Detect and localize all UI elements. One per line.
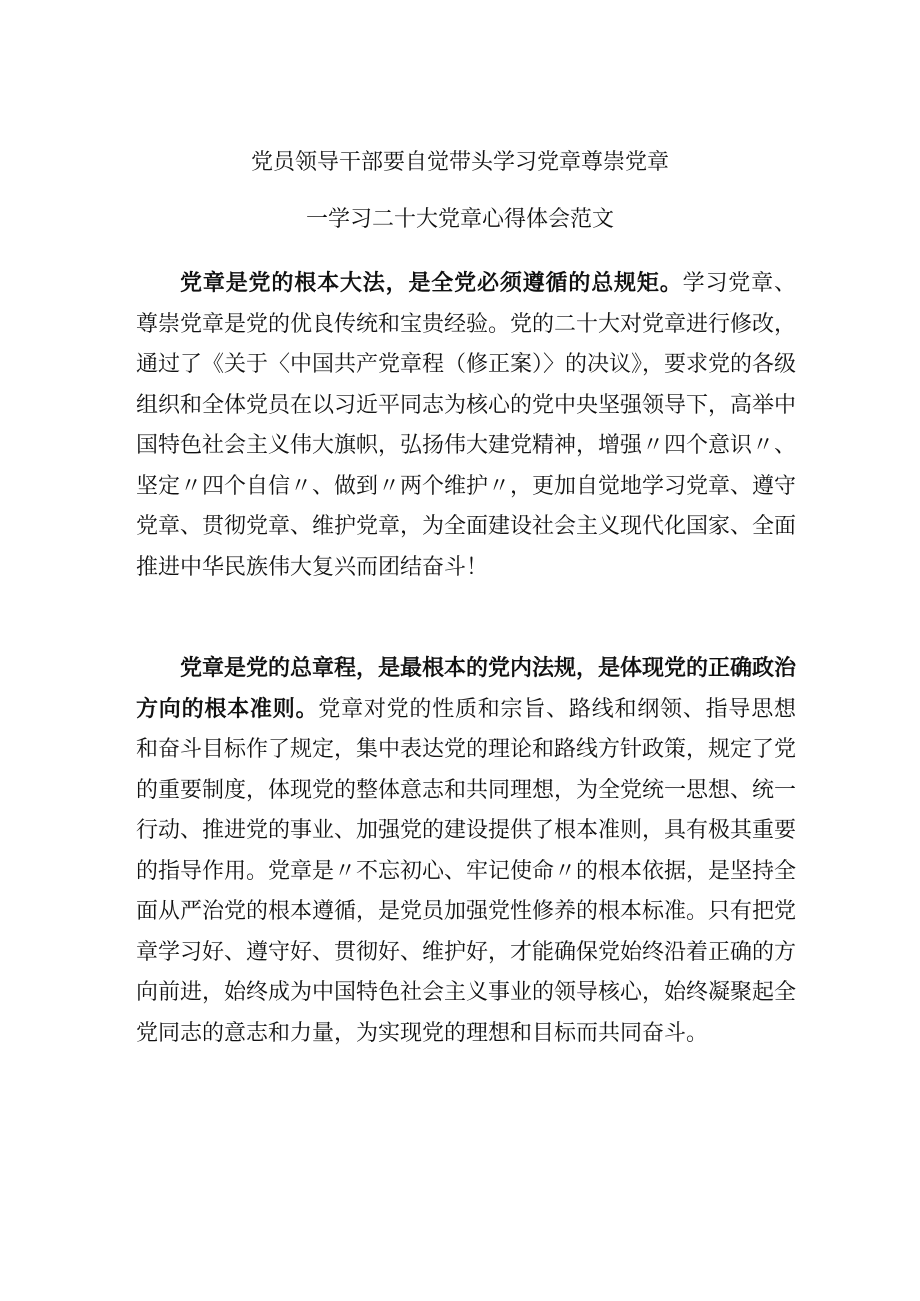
paragraph-1-lead: 党章是党的根本大法，是全党必须遵循的总规矩。 <box>180 271 683 296</box>
document-title-line-1: 党员领导干部要自觉带头学习党章尊崇党章 <box>250 150 669 175</box>
paragraph-2-text: 党章对党的性质和宗旨、路线和纲领、指导思想和奋斗目标作了规定，集中表达党的理论和路线方针政策，规定了党的重要制度，体现党的整体意志和共同理想，为全党统一思想、统一行动、推进党的事业、加强党的建设提供了根本准则，具有极其重要的指导作用。党章是〃不忘初心、牢记使命〃的根本依据，是坚持全面从严治党的根本遵循，是党员加强党性修养的根本标准。只有把党章学习好、遵守好、贯彻好、维护好，才能确保党始终沿着正确的方向前进，始终成为中国特色社会主义事业的领导核心，始终凝聚起全党同志的意志和力量，为实现党的理想和目标而共同奋斗。 <box>136 696 797 1046</box>
paragraph-1 <box>136 264 796 588</box>
document-title-line-2: 一学习二十大党章心得体会范文 <box>305 207 614 232</box>
paragraph-1-text: 学习党章、尊崇党章是党的优良传统和宝贵经验。党的二十大对党章进行修改，通过了《关于〈中国共产党章程（修正案）〉的决议》，要求党的各级组织和全体党员在以习近平同志为核心的党中央坚强领导下，高举中国特色社会主义伟大旗帜，弘扬伟大建党精神，增强〃四个意识〃、坚定〃四个自信〃、做到〃两个维护〃，更加自觉地学习党章、遵守党章、贯彻党章、维护党章，为全面建设社会主义现代化国家、全面推进中华民族伟大复兴而团结奋斗！ <box>136 271 797 580</box>
paragraph-2 <box>136 649 796 1054</box>
paragraph-2-lead: 党章是党的总章程，是最根本的党内法规，是体现党的正确政治方向的根本准则。 <box>136 656 797 722</box>
